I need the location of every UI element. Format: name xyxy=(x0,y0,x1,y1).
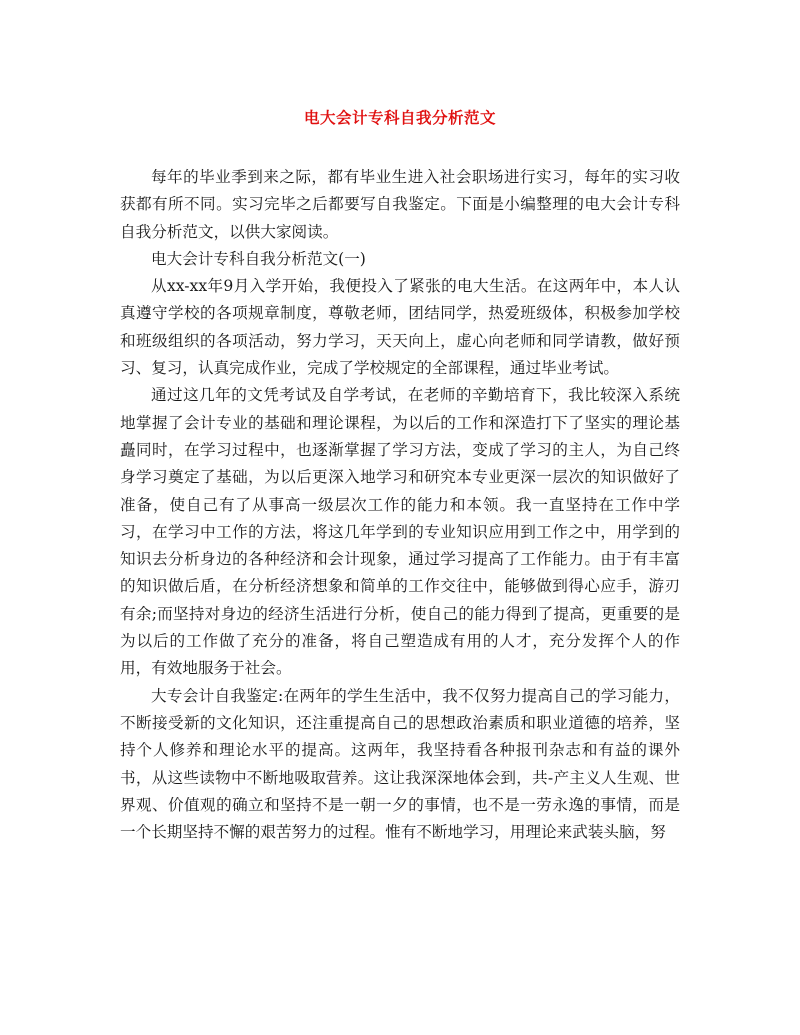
paragraph-study-life: 从xx-xx年9月入学开始，我便投入了紧张的电大生活。在这两年中，本人认真遵守学校的各项规章制度，尊敬老师，团结同学，热爱班级体，积极参加学校和班级组织的各项活动，努力学习，天天向上，虚心向老师和同学请教，做好预习、复习，认真完成作业，完成了学校规定的全部课程，通过毕业考试。 xyxy=(120,277,680,378)
document-body xyxy=(120,164,680,846)
document-title: 电大会计专科自我分析范文 xyxy=(303,108,496,127)
paragraph-professional-knowledge: 通过这几年的文凭考试及自学考试，在老师的辛勤培育下，我比较深入系统地掌握了会计专业的基础和理论课程，为以后的工作和深造打下了坚实的理论基矗同时，在学习过程中，也逐渐掌握了学习方法，变成了学习的主人，为自己终身学习奠定了基础，为以后更深入地学习和研究本专业更深一层次的知识做好了准备，使自己有了从事高一级层次工作的能力和本领。我一直坚持在工作中学习，在学习中工作的方法，将这几年学到的专业知识应用到工作之中，用学到的知识去分析身边的各种经济和会计现象，通过学习提高了工作能力。由于有丰富的知识做后盾，在分析经济想象和简单的工作交往中，能够做到得心应手，游刃有余;而坚持对身边的经济生活进行分析，使自己的能力得到了提高，更重要的是为以后的工作做了充分的准备，将自己塑造成有用的人才，充分发挥个人的作用，有效地服务于社会。 xyxy=(120,386,680,678)
paragraph-intro: 每年的毕业季到来之际，都有毕业生进入社会职场进行实习，每年的实习收获都有所不同。实习完毕之后都要写自我鉴定。下面是小编整理的电大会计专科自我分析范文，以供大家阅读。 xyxy=(120,168,680,241)
paragraph-section-heading: 电大会计专科自我分析范文(一) xyxy=(151,249,366,268)
paragraph-self-assessment: 大专会计自我鉴定:在两年的学生生活中，我不仅努力提高自己的学习能力，不断接受新的文化知识，还注重提高自己的思想政治素质和职业道德的培养，坚持个人修养和理论水平的提高。这两年，我坚持看各种报刊杂志和有益的课外书，从这些读物中不断地吸取营养。这让我深深地体会到，共-产主义人生观、世界观、价值观的确立和坚持不是一朝一夕的事情，也不是一劳永逸的事情，而是一个长期坚持不懈的艰苦努力的过程。惟有不断地学习，用理论来武装头脑，努 xyxy=(120,686,680,842)
